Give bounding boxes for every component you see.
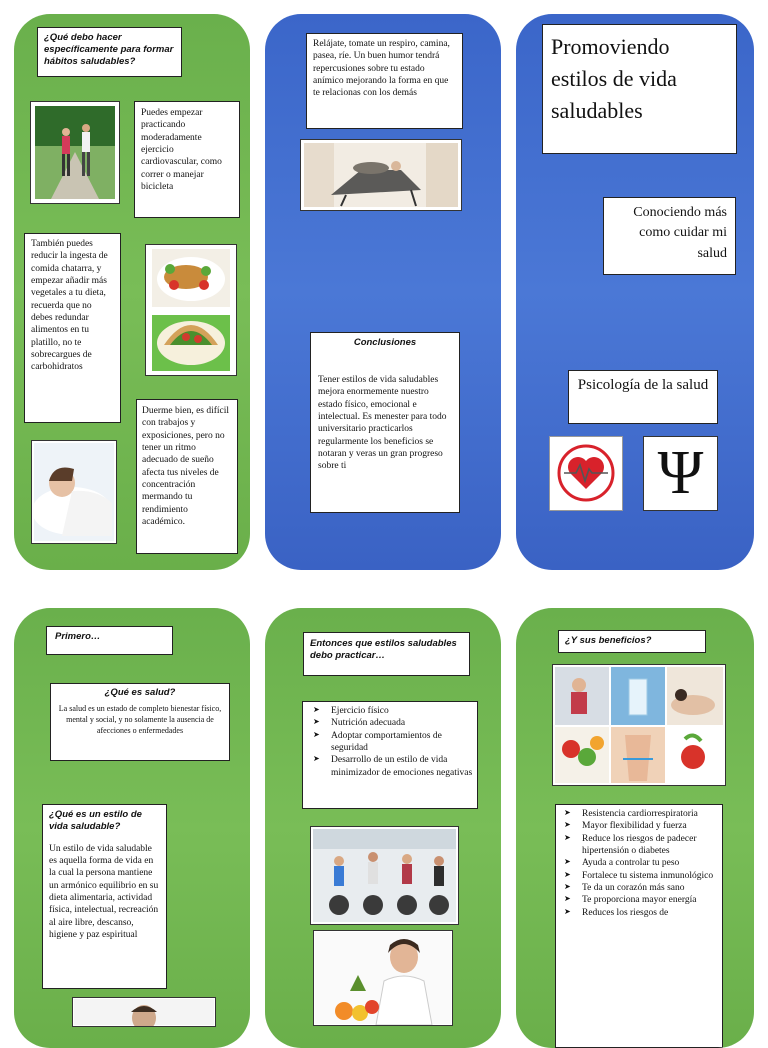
sleeping-photo <box>31 440 117 544</box>
health-definition: La salud es un estado de completo bienestar físico, mental y social, y no solamente la ausencia de afecciones o enfermedades <box>58 703 222 736</box>
list-item: ➤ Resistencia cardiorrespiratoria <box>556 808 720 820</box>
benefits-list-box <box>555 804 723 1048</box>
practices-list <box>305 705 475 779</box>
health-question: ¿Qué es salud? <box>104 687 176 698</box>
list-item: ➤ Reduce los riesgos de padecer hipertensión o diabetes <box>556 833 720 858</box>
nutritionist-photo <box>313 930 453 1026</box>
lifestyle-definition-box <box>42 804 167 989</box>
diet-text: También puedes reducir la ingesta de comida chatarra, y empezar añadir más vegetales a tu dieta, recuerda que no debes redundar alimentos en tu platillo, no te sobrecargues de carbohidratos <box>24 233 121 423</box>
psi-symbol-box <box>643 436 718 511</box>
panel-top-middle <box>265 14 501 570</box>
brochure-subtitle: Conociendo más como cuidar mi salud <box>603 197 736 275</box>
list-item: ➤ Fortalece tu sistema inmunológico <box>556 870 720 882</box>
lifestyle-question: ¿Qué es un estilo de vida saludable? <box>49 809 142 832</box>
relax-text: Relájate, tomate un respiro, camina, pasea, ríe. Un buen humor tendrá repercusiones sobre tu estado anímico mejorando la forma en que te relacionas con los demás <box>306 33 463 129</box>
list-item: ➤ Mayor flexibilidad y fuerza <box>556 820 720 832</box>
benefits-question: ¿Y sus beneficios? <box>558 630 706 653</box>
exercise-text: Puedes empezar practicando moderadamente ejercicio cardiovascular, como correr o manejar bicicleta <box>134 101 240 218</box>
list-item: ➤ Nutrición adecuada <box>305 717 475 729</box>
panel-top-right <box>516 14 754 570</box>
list-item: ➤ Desarrollo de un estilo de vida minimizador de emociones negativas <box>305 754 475 779</box>
conclusions-box <box>310 332 460 513</box>
list-item: ➤ Ejercicio físico <box>305 705 475 717</box>
lifestyle-definition: Un estilo de vida saludable es aquella forma de vida en la cual la persona mantiene un armónico equilibrio en su dieta alimentaria, actividad física, intelectual, recreación al aire libre, descanso, higiene y paz espiritual <box>49 843 159 941</box>
conclusions-text: Tener estilos de vida saludables mejora enormemente nuestro estado físico, emocional e intelectual. Es menester para todo universitario practicarlos regularmente los beneficios se notaran y veras un gran progreso sobre ti <box>318 374 447 472</box>
food-photos <box>145 244 237 376</box>
list-item: ➤ Te proporciona mayor energía <box>556 894 720 906</box>
relax-photo <box>300 139 462 211</box>
sleep-text: Duerme bien, es difícil con trabajos y exposiciones, pero no tener un ritmo adecuado de sueño afecta tus niveles de concentración mermando tu rendimiento académico. <box>136 399 238 554</box>
brochure-title: Promoviendo estilos de vida saludables <box>542 24 737 154</box>
program-name: Psicología de la salud <box>568 370 718 424</box>
list-item: ➤ Adoptar comportamientos de seguridad <box>305 730 475 755</box>
panel-bottom-middle <box>265 608 501 1048</box>
question-habits: ¿Qué debo hacer específicamente para formar hábitos saludables? <box>37 27 182 77</box>
benefits-photo-collage <box>552 664 726 786</box>
practices-list-box <box>302 701 478 809</box>
health-definition-box <box>50 683 230 761</box>
list-item: ➤ Te da un corazón más sano <box>556 882 720 894</box>
runners-photo <box>30 101 120 204</box>
panel-bottom-right <box>516 608 754 1048</box>
practices-question: Entonces que estilos saludables debo practicar… <box>303 632 470 676</box>
psi-icon: Ψ <box>657 439 704 507</box>
first-label: Primero… <box>46 626 173 655</box>
heart-pulse-icon <box>549 436 623 511</box>
list-item: ➤ Reduces los riesgos de <box>556 907 720 919</box>
conclusions-title: Conclusiones <box>353 337 417 348</box>
panel-top-left <box>14 14 250 570</box>
list-item: ➤ Ayuda a controlar tu peso <box>556 857 720 869</box>
benefits-list <box>556 808 720 919</box>
cycling-class-photo <box>310 826 459 925</box>
doctor-photo <box>72 997 216 1027</box>
panel-bottom-left <box>14 608 250 1048</box>
